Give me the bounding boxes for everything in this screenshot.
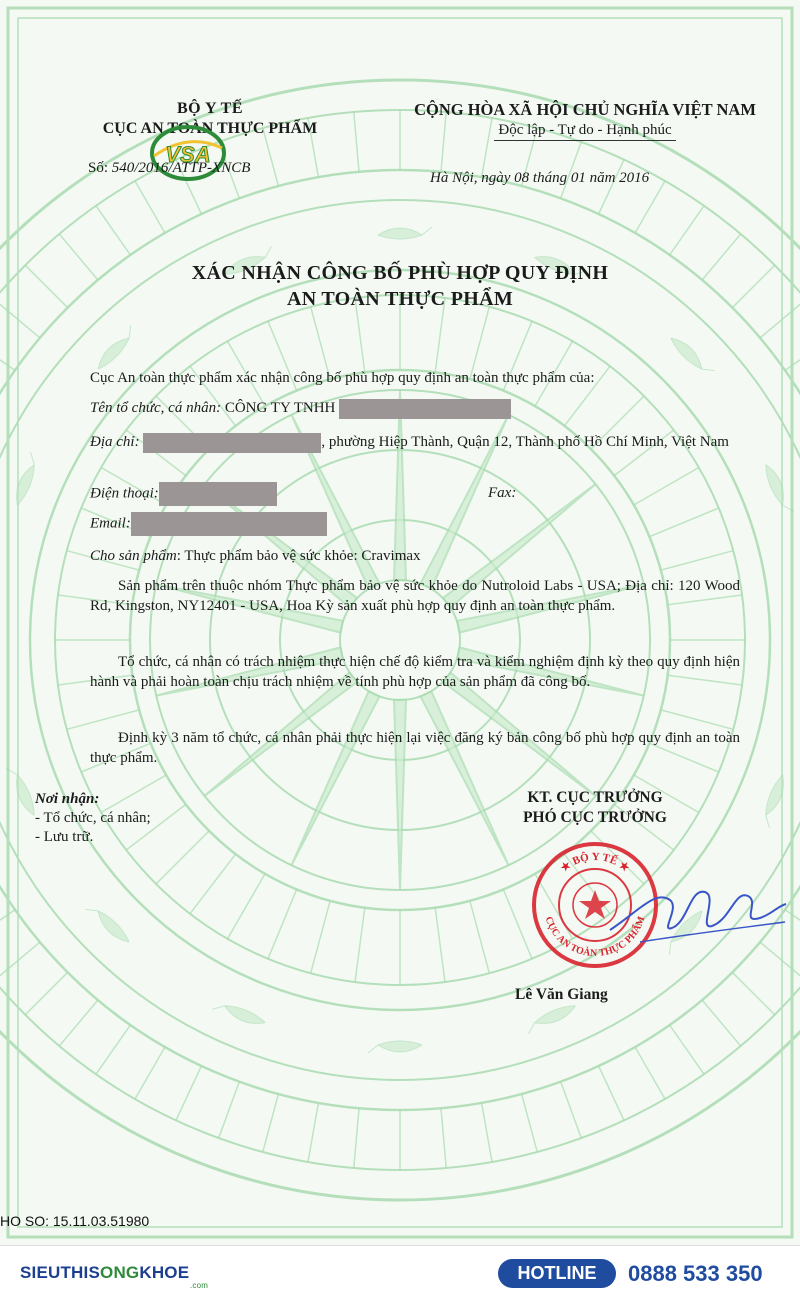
drum-tick xyxy=(355,908,365,982)
redacted-phone xyxy=(159,482,277,506)
svg-text:CỤC AN TOÀN THỰC PHẨM: CỤC AN TOÀN THỰC PHẨM xyxy=(542,915,648,960)
drum-tick xyxy=(59,1000,98,1046)
drum-tick xyxy=(635,1047,665,1099)
drum-tick xyxy=(670,206,704,255)
redacted-company-name xyxy=(339,399,511,419)
drum-tick xyxy=(311,901,330,973)
number-value: 540/2016/ATTP-XNCB xyxy=(111,160,251,176)
number-label: Số: xyxy=(88,160,109,176)
drum-tick xyxy=(228,874,266,939)
drum-tick xyxy=(470,901,489,973)
drum-tick xyxy=(649,508,718,537)
paragraph-manufacturer: Sản phẩm trên thuộc nhóm Thực phẩm bảo vệ sức khỏe do Nutroloid Labs - USA; Địa chỉ: 120 Wood Rd, Kingston, NY12401 - USA, Hoa Kỳ sản xuất phù hợp quy định an toàn thực phẩm. xyxy=(90,578,740,614)
drum-bird xyxy=(368,1041,422,1053)
signatory-line-1: KT. CỤC TRƯỞNG xyxy=(527,789,663,806)
drum-bird xyxy=(6,764,38,818)
department-name: CỤC AN TOÀN THỰC PHẨM xyxy=(102,120,318,137)
drum-tick xyxy=(219,1082,240,1138)
fax-label: Fax: xyxy=(488,485,517,501)
paragraph-responsibility: Tổ chức, cá nhân có trách nhiệm thực hiện chế độ kiểm tra và kiểm nghiệm định kỳ theo quy định hiện hành và phải hoàn toàn chịu trách nhiệm về tính phù hợp của sản phẩm đã công bố. xyxy=(90,654,740,690)
drum-tick xyxy=(561,1082,582,1138)
svg-text:★ BỘ Y TẾ ★: ★ BỘ Y TẾ ★ xyxy=(558,850,632,875)
drum-tick xyxy=(156,831,209,884)
handwritten-signature-icon xyxy=(600,870,790,950)
site-logo[interactable] xyxy=(20,1263,209,1290)
drum-bird xyxy=(762,462,794,516)
drum-tick xyxy=(522,1094,538,1152)
national-motto: Độc lập - Tự do - Hạnh phúc xyxy=(494,122,675,141)
drum-bird xyxy=(10,452,42,506)
republic-name: CỘNG HÒA XÃ HỘI CHỦ NGHĨA VIỆT NAM xyxy=(414,100,756,119)
document-title xyxy=(60,260,740,312)
redacted-email xyxy=(131,512,327,536)
drum-tick xyxy=(441,1108,446,1168)
drum-tick xyxy=(599,1066,624,1120)
brand-part-2: ONG xyxy=(100,1263,140,1282)
address-row xyxy=(90,432,740,453)
organization-value: CÔNG TY TNHH xyxy=(224,400,336,416)
product-value: : Thực phẩm bảo vệ sức khỏe: Cravimax xyxy=(176,548,421,564)
drum-bird xyxy=(524,1002,578,1034)
signatory-line-2: PHÓ CỤC TRƯỞNG xyxy=(523,809,667,826)
drum-tick xyxy=(25,972,67,1015)
site-footer xyxy=(0,1245,800,1300)
drum-bird xyxy=(212,998,266,1030)
recipients-heading: Nơi nhận: xyxy=(35,791,100,807)
drum-tick xyxy=(96,1025,130,1074)
drum-tick xyxy=(190,854,236,914)
drum-tick xyxy=(634,468,699,506)
ministry-name: BỘ Y TẾ xyxy=(176,100,244,117)
drum-tick xyxy=(732,972,775,1015)
drum-tick xyxy=(0,299,40,338)
email-row xyxy=(90,512,410,536)
drum-tick xyxy=(0,942,40,981)
drum-bird xyxy=(758,773,790,827)
title-line-2: AN TOÀN THỰC PHẨM xyxy=(286,288,514,310)
drum-tick xyxy=(354,1108,359,1168)
intro-text: Cục An toàn thực phẩm xác nhận công bố phù hợp quy định an toàn thực phẩm của: xyxy=(90,370,595,386)
signatory-title xyxy=(480,788,710,828)
drum-tick xyxy=(96,206,130,255)
hotline-badge[interactable]: HOTLINE xyxy=(498,1259,616,1288)
drum-tick xyxy=(135,1047,165,1099)
recipients-block xyxy=(35,790,151,847)
product-row xyxy=(90,546,740,566)
organization-row xyxy=(90,398,740,419)
phone-label: Điện thoại: xyxy=(90,485,159,502)
drum-tick xyxy=(760,299,800,338)
address-value: , phường Hiệp Thành, Quận 12, Thành phố Hồ Chí Minh, Việt Nam xyxy=(321,434,729,450)
drum-tick xyxy=(135,181,165,233)
title-line-1: XÁC NHẬN CÔNG BỐ PHÙ HỢP QUY ĐỊNH xyxy=(191,262,609,284)
drum-bird xyxy=(85,901,132,948)
drum-tick xyxy=(435,908,445,982)
drum-tick xyxy=(308,1103,318,1162)
drum-tick xyxy=(503,889,532,958)
drum-bird xyxy=(92,325,139,372)
brand-part-3: KHOE xyxy=(139,1263,190,1282)
recipient-item: - Tổ chức, cá nhân; xyxy=(35,810,151,826)
document-number xyxy=(88,160,250,177)
product-label: Cho sản phẩm xyxy=(90,548,177,564)
drum-tick xyxy=(482,1103,492,1162)
hotline-number[interactable]: 0888 533 350 xyxy=(628,1261,763,1286)
drum-bird xyxy=(378,227,432,239)
paragraph-renewal: Định kỳ 3 năm tổ chức, cá nhân phải thực hiện lại việc đăng ký bản công bố phù hợp quy định an toàn thực phẩm. xyxy=(90,730,740,766)
drum-tick xyxy=(702,1000,741,1046)
national-header xyxy=(375,100,795,141)
drum-tick xyxy=(67,710,139,729)
svg-text:VSA: VSA xyxy=(165,142,211,167)
organization-label: Tên tổ chức, cá nhân: xyxy=(90,400,222,416)
brand-suffix: .com xyxy=(190,1281,209,1290)
drum-tick xyxy=(176,1066,201,1120)
address-label: Địa chỉ: xyxy=(90,434,140,450)
redacted-street-address xyxy=(143,433,321,453)
brand-part-1: SIEUTHIS xyxy=(20,1263,101,1282)
recipient-item: - Lưu trữ. xyxy=(35,829,94,845)
drum-tick xyxy=(268,889,297,958)
drum-tick xyxy=(263,1094,279,1152)
signatory-name: Lê Văn Giang xyxy=(515,986,608,1003)
file-number: HO SO: 15.11.03.51980 xyxy=(0,1213,150,1229)
phone-row xyxy=(90,482,410,506)
email-label: Email: xyxy=(90,515,131,532)
drum-tick xyxy=(670,1025,704,1074)
issue-date: Hà Nội, ngày 08 tháng 01 năm 2016 xyxy=(430,170,650,186)
drum-tick xyxy=(635,181,665,233)
drum-tick xyxy=(661,710,733,729)
